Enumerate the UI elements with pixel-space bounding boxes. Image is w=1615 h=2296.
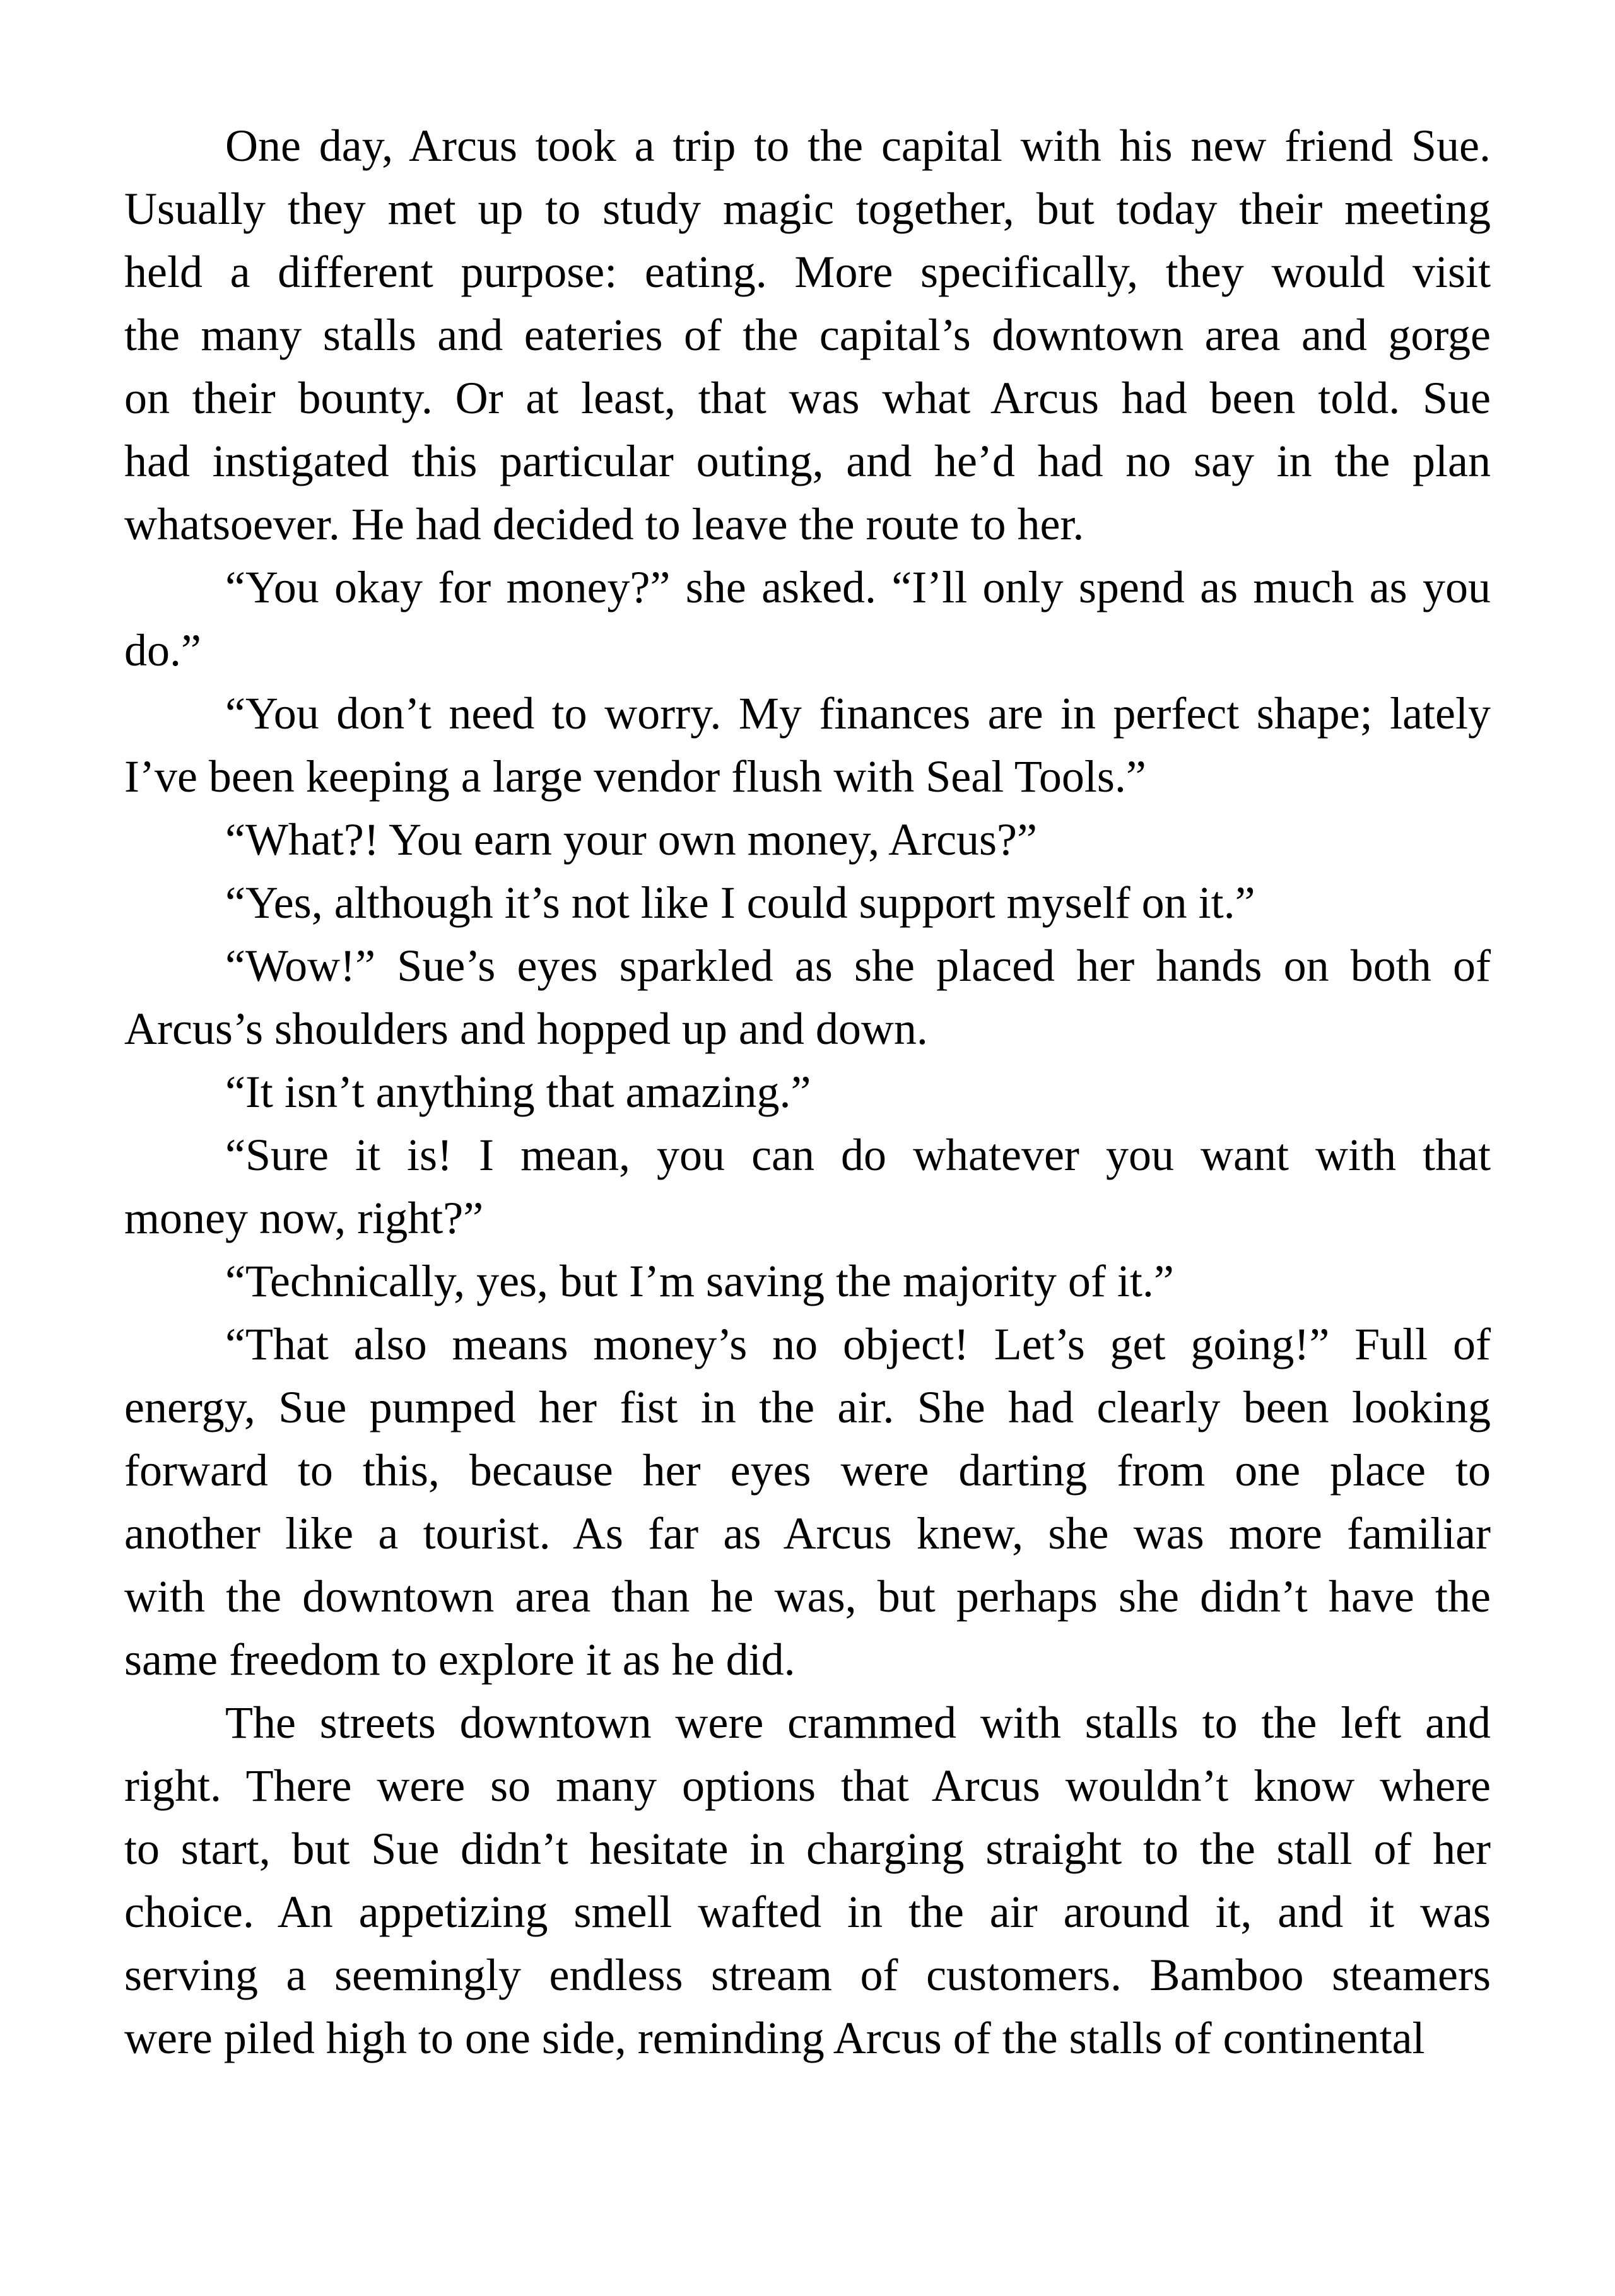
text-line: choice. An appetizing smell wafted in the air around it, and it was <box>124 1887 1491 1937</box>
text-line: Arcus’s shoulders and hopped up and down. <box>124 1004 928 1054</box>
text-line: had instigated this particular outing, and he’d had no say in the plan <box>124 436 1491 486</box>
text-line: “Technically, yes, but I’m saving the majority of it.” <box>225 1256 1174 1306</box>
text-line: The streets downtown were crammed with stalls to the left and <box>225 1697 1491 1748</box>
text-line: “You don’t need to worry. My finances are in perfect shape; lately <box>225 688 1491 739</box>
paragraph <box>124 1250 1491 1313</box>
text-line: forward to this, because her eyes were darting from one place to <box>124 1445 1491 1496</box>
text-line: the many stalls and eateries of the capital’s downtown area and gorge <box>124 310 1491 360</box>
text-line: “Yes, although it’s not like I could support myself on it.” <box>225 877 1255 928</box>
text-line: “You okay for money?” she asked. “I’ll only spend as much as you <box>225 562 1491 612</box>
text-line: held a different purpose: eating. More specifically, they would visit <box>124 247 1491 297</box>
text-line: Usually they met up to study magic together, but today their meeting <box>124 184 1491 234</box>
text-line: “What?! You earn your own money, Arcus?” <box>225 814 1037 865</box>
text-line: money now, right?” <box>124 1193 484 1243</box>
text-line: right. There were so many options that Arcus wouldn’t know where <box>124 1760 1491 1811</box>
paragraph <box>124 682 1491 808</box>
paragraph <box>124 808 1491 871</box>
paragraph <box>124 1691 1491 2070</box>
text-line: “Sure it is! I mean, you can do whatever you want with that <box>225 1130 1491 1180</box>
text-line: on their bounty. Or at least, that was what Arcus had been told. Sue <box>124 373 1491 423</box>
text-line: same freedom to explore it as he did. <box>124 1634 796 1685</box>
text-line: “Wow!” Sue’s eyes sparkled as she placed her hands on both of <box>225 940 1491 991</box>
paragraph <box>124 1313 1491 1691</box>
paragraph <box>124 114 1491 556</box>
paragraph <box>124 556 1491 682</box>
text-line: One day, Arcus took a trip to the capital with his new friend Sue. <box>225 120 1491 171</box>
text-line: “It isn’t anything that amazing.” <box>225 1067 811 1117</box>
text-line: serving a seemingly endless stream of customers. Bamboo steamers <box>124 1950 1491 2000</box>
paragraph <box>124 871 1491 934</box>
text-line: to start, but Sue didn’t hesitate in charging straight to the stall of her <box>124 1824 1491 1874</box>
text-line: another like a tourist. As far as Arcus knew, she was more familiar <box>124 1508 1491 1559</box>
paragraph <box>124 1060 1491 1123</box>
text-line: whatsoever. He had decided to leave the route to her. <box>124 499 1084 549</box>
text-line: do.” <box>124 625 201 676</box>
text-line: I’ve been keeping a large vendor flush with Seal Tools.” <box>124 751 1146 802</box>
text-line: “That also means money’s no object! Let’s get going!” Full of <box>225 1319 1491 1369</box>
paragraph <box>124 934 1491 1060</box>
text-line: with the downtown area than he was, but perhaps she didn’t have the <box>124 1571 1491 1622</box>
text-line: energy, Sue pumped her fist in the air. She had clearly been looking <box>124 1382 1491 1432</box>
text-line: were piled high to one side, reminding Arcus of the stalls of continental <box>124 2013 1425 2063</box>
page-text <box>124 114 1491 2070</box>
paragraph <box>124 1123 1491 1250</box>
